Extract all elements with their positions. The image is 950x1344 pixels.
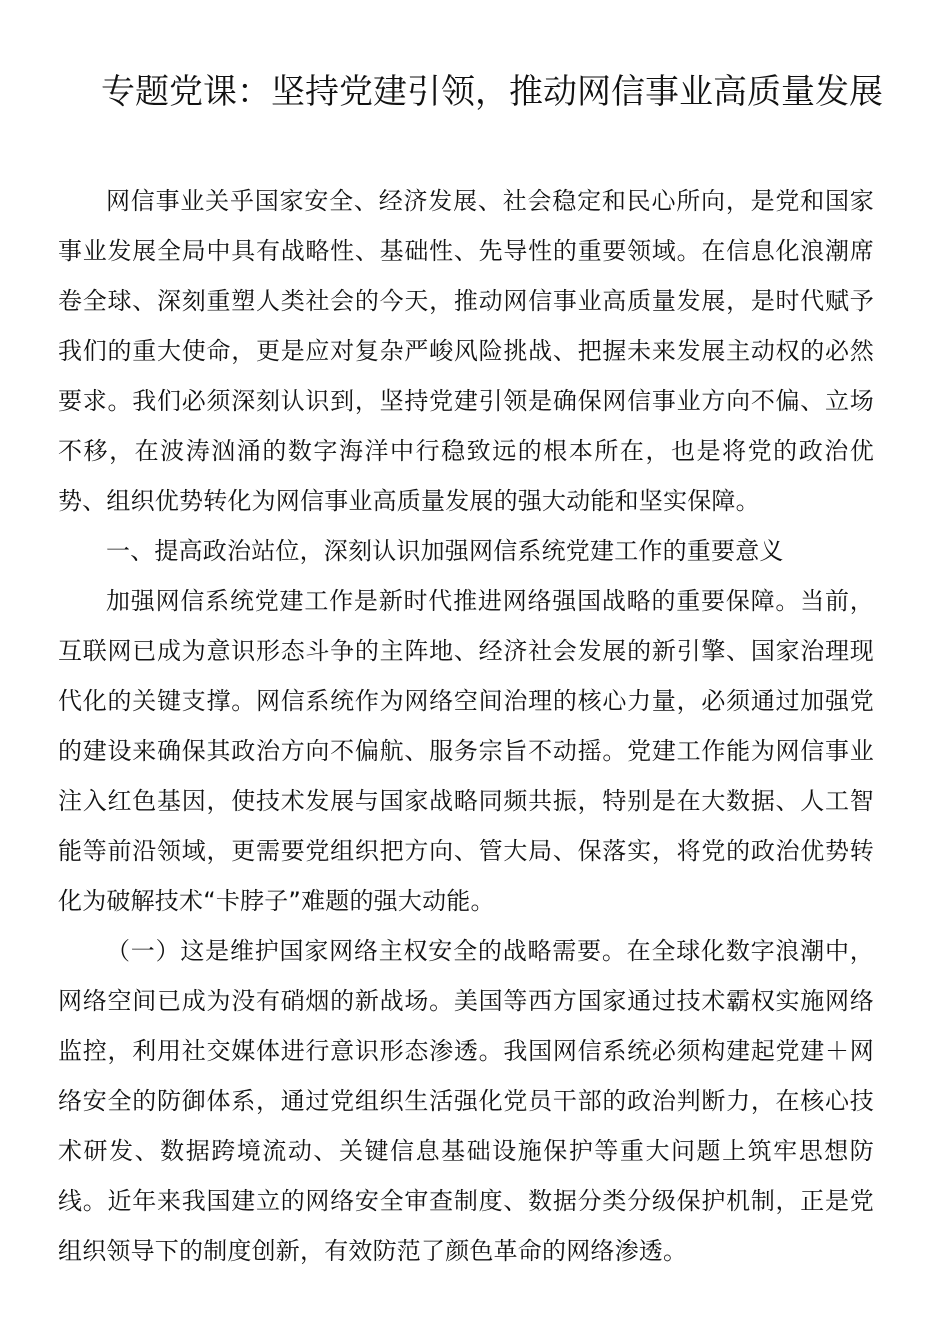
section-1-paragraph: 加强网信系统党建工作是新时代推进网络强国战略的重要保障。当前，互联网已成为意识形态斗争的主阵地、经济社会发展的新引擎、国家治理现代化的关键支撑。网信系统作为网络空间治理的核心力量，必须通过加强党的建设来确保其政治方向不偏航、服务宗旨不动摇。党建工作能为网信事业注入红色基因，使技术发展与国家战略同频共振，特别是在大数据、人工智能等前沿领域，更需要党组织把方向、管大局、保落实，将党的政治优势转化为破解技术“卡脖子”难题的强大动能。: [58, 587, 874, 915]
subsection-1-paragraph: （一）这是维护国家网络主权安全的战略需要。在全球化数字浪潮中，网络空间已成为没有硝烟的新战场。美国等西方国家通过技术霸权实施网络监控，利用社交媒体进行意识形态渗透。我国网信系统必须构建起党建＋网络安全的防御体系，通过党组织生活强化党员干部的政治判断力，在核心技术研发、数据跨境流动、关键信息基础设施保护等重大问题上筑牢思想防线。近年来我国建立的网络安全审查制度、数据分类分级保护机制，正是党组织领导下的制度创新，有效防范了颜色革命的网络渗透。: [58, 937, 874, 1265]
intro-paragraph: 网信事业关乎国家安全、经济发展、社会稳定和民心所向，是党和国家事业发展全局中具有战略性、基础性、先导性的重要领域。在信息化浪潮席卷全球、深刻重塑人类社会的今天，推动网信事业高质量发展，是时代赋予我们的重大使命，更是应对复杂严峻风险挑战、把握未来发展主动权的必然要求。我们必须深刻认识到，坚持党建引领是确保网信事业方向不偏、立场不移，在波涛汹涌的数字海洋中行稳致远的根本所在，也是将党的政治优势、组织优势转化为网信事业高质量发展的强大动能和坚实保障。: [58, 187, 874, 515]
section-heading-1: 一、提高政治站位，深刻认识加强网信系统党建工作的重要意义: [106, 537, 784, 565]
document-body: [58, 176, 874, 1276]
document-title: 专题党课：坚持党建引领，推动网信事业高质量发展: [101, 72, 883, 112]
